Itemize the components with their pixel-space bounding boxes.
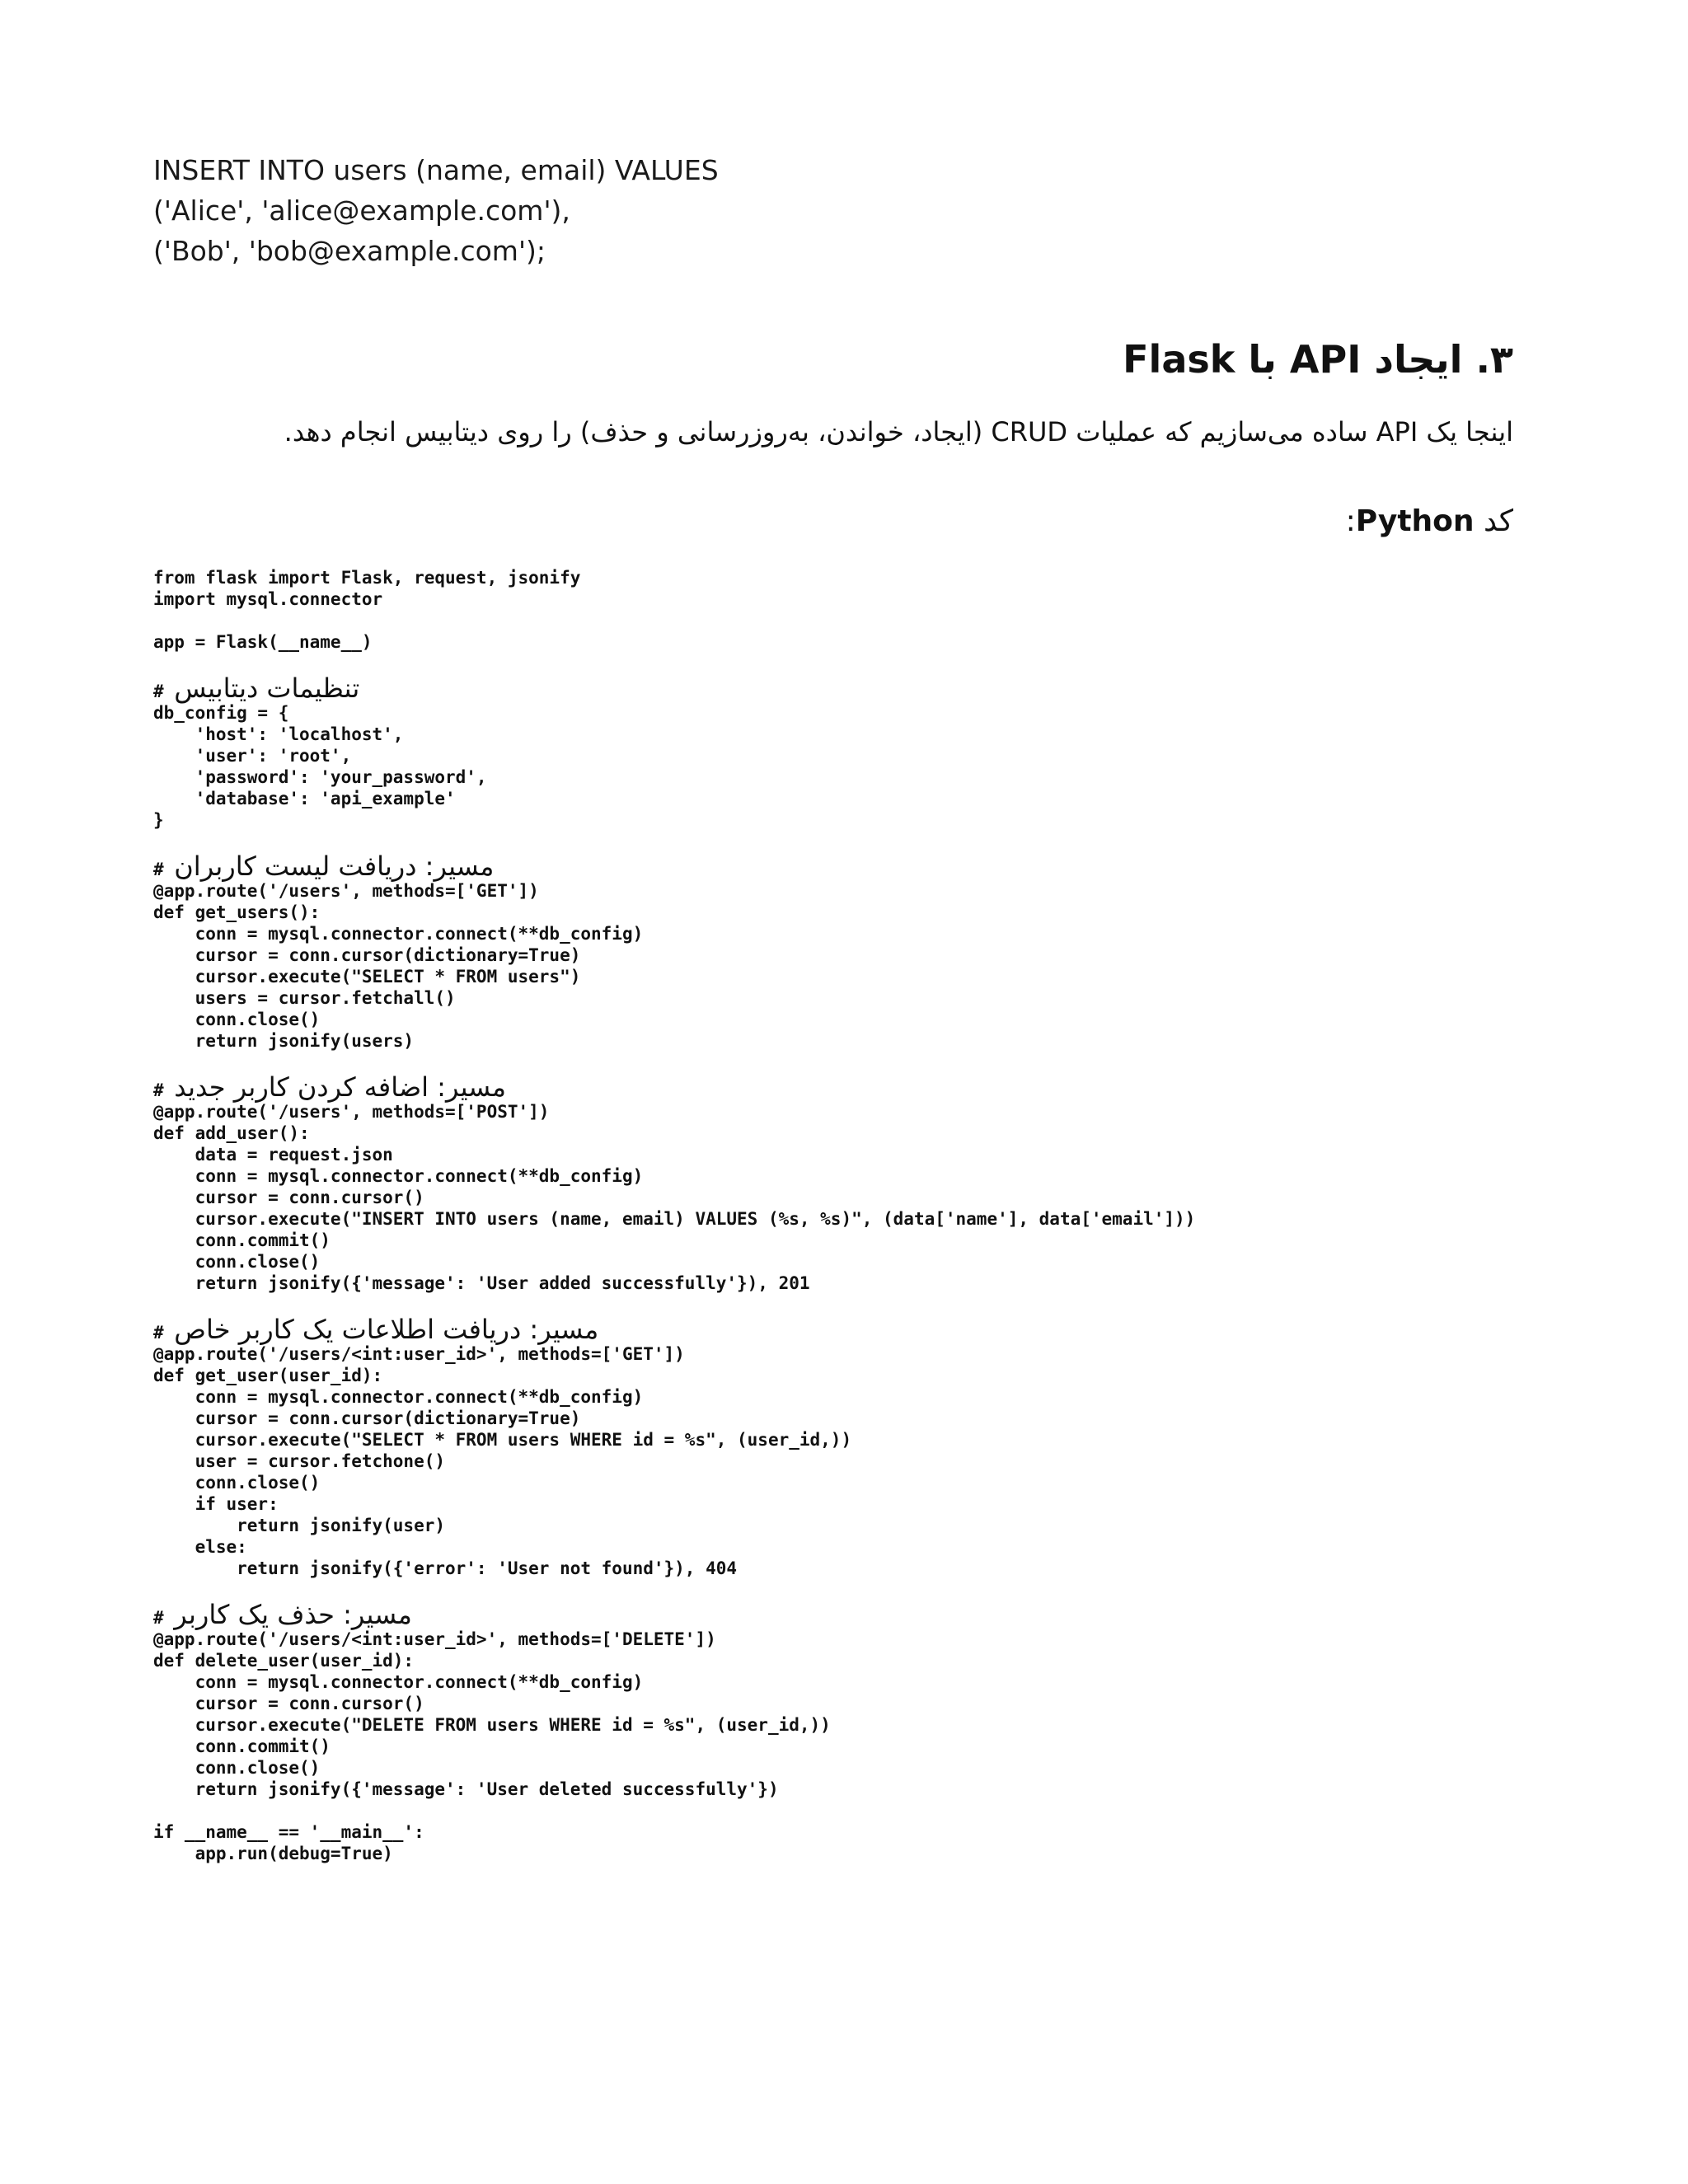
code-line: conn.commit() [153,1230,331,1250]
code-comment [153,1073,1554,1101]
code-line: conn.close() [153,1473,321,1493]
comment-hash: # [153,682,175,701]
code-line: cursor.execute("DELETE FROM users WHERE id = %s", (user_id,)) [153,1715,831,1735]
code-line: return jsonify(user) [153,1516,446,1535]
code-line [153,610,1554,631]
comment-hash: # [153,1608,175,1628]
code-line: app = Flask(__name__) [153,632,373,652]
code-comment [153,1601,1554,1629]
sql-line: INSERT INTO users (name, email) VALUES [153,154,719,186]
code-label-prefix: کد [1474,504,1513,538]
code-line: conn.close() [153,1252,321,1272]
code-line [153,1800,1554,1821]
code-label-language: Python [1355,504,1475,538]
section-intro-paragraph: اینجا یک API ساده می‌سازیم که عملیات CRUD (ایجاد، خواندن، به‌روزرسانی و حذف) را روی دیتابیس انجام دهد. [284,416,1513,448]
code-line: conn = mysql.connector.connect(**db_config) [153,1387,644,1407]
code-line: if __name__ == '__main__': [153,1822,424,1842]
comment-text: مسیر: حذف یک کاربر [174,1599,412,1630]
code-line: cursor = conn.cursor(dictionary=True) [153,1408,581,1428]
code-line: conn = mysql.connector.connect(**db_config) [153,1166,644,1186]
code-label [1346,499,1513,544]
code-line: def add_user(): [153,1123,310,1143]
code-line: return jsonify({'message': 'User added successfully'}), 201 [153,1273,810,1293]
comment-hash: # [153,1080,175,1100]
comment-text: مسیر: دریافت اطلاعات یک کاربر خاص [174,1314,599,1345]
sql-line: ('Alice', 'alice@example.com'), [153,194,570,227]
code-line: @app.route('/users/<int:user_id>', methods=['GET']) [153,1344,685,1364]
code-line: cursor = conn.cursor(dictionary=True) [153,945,581,965]
code-line: else: [153,1537,247,1557]
code-line [153,1294,1554,1315]
code-line: cursor = conn.cursor() [153,1694,424,1713]
comment-text: مسیر: دریافت لیست کاربران [174,851,495,882]
code-line: @app.route('/users/<int:user_id>', methods=['DELETE']) [153,1629,716,1649]
code-line: user = cursor.fetchone() [153,1451,446,1471]
code-line: conn = mysql.connector.connect(**db_config) [153,1672,644,1692]
code-line: def get_users(): [153,902,321,922]
code-line: conn = mysql.connector.connect(**db_config) [153,924,644,944]
code-line: @app.route('/users', methods=['POST']) [153,1102,550,1122]
code-line: return jsonify(users) [153,1031,415,1051]
code-line: cursor.execute("SELECT * FROM users") [153,967,581,987]
sql-line: ('Bob', 'bob@example.com'); [153,235,546,267]
comment-text: تنظیمات دیتابیس [174,673,360,704]
code-line: } [153,810,164,830]
code-line: from flask import Flask, request, jsonify [153,568,581,588]
code-line: return jsonify({'error': 'User not found'}), 404 [153,1558,738,1578]
code-line: db_config = { [153,703,289,723]
code-comment [153,1315,1554,1343]
code-line: return jsonify({'message': 'User deleted successfully'}) [153,1779,779,1799]
code-line: conn.close() [153,1758,321,1778]
code-line: @app.route('/users', methods=['GET']) [153,881,539,901]
code-line: import mysql.connector [153,589,383,609]
code-line: cursor.execute("INSERT INTO users (name, email) VALUES (%s, %s)", (data['name'], data['email'])) [153,1209,1196,1229]
code-comment [153,852,1554,880]
code-line: data = request.json [153,1145,393,1165]
code-line [153,831,1554,852]
code-line: def get_user(user_id): [153,1366,383,1385]
code-line: conn.commit() [153,1736,331,1756]
code-line: conn.close() [153,1010,321,1029]
code-line: if user: [153,1494,279,1514]
code-line [153,653,1554,674]
code-line: app.run(debug=True) [153,1844,393,1863]
python-code-block [153,567,1554,1864]
code-line: cursor = conn.cursor() [153,1188,424,1207]
code-line: def delete_user(user_id): [153,1651,415,1671]
comment-hash: # [153,1323,175,1343]
code-comment [153,674,1554,702]
code-label-suffix: : [1345,504,1356,538]
comment-hash: # [153,860,175,879]
code-line: cursor.execute("SELECT * FROM users WHERE id = %s", (user_id,)) [153,1430,852,1450]
code-line: 'user': 'root', [153,746,352,766]
code-line: 'password': 'your_password', [153,767,487,787]
sql-insert-block [153,150,1142,271]
code-line: users = cursor.fetchall() [153,988,456,1008]
comment-text: مسیر: اضافه کردن کاربر جدید [174,1071,506,1103]
code-line: 'host': 'localhost', [153,724,404,744]
section-heading: ۳. ایجاد API با Flask [1123,337,1513,382]
code-line [153,1052,1554,1073]
code-line: 'database': 'api_example' [153,789,456,808]
code-line [153,1579,1554,1601]
